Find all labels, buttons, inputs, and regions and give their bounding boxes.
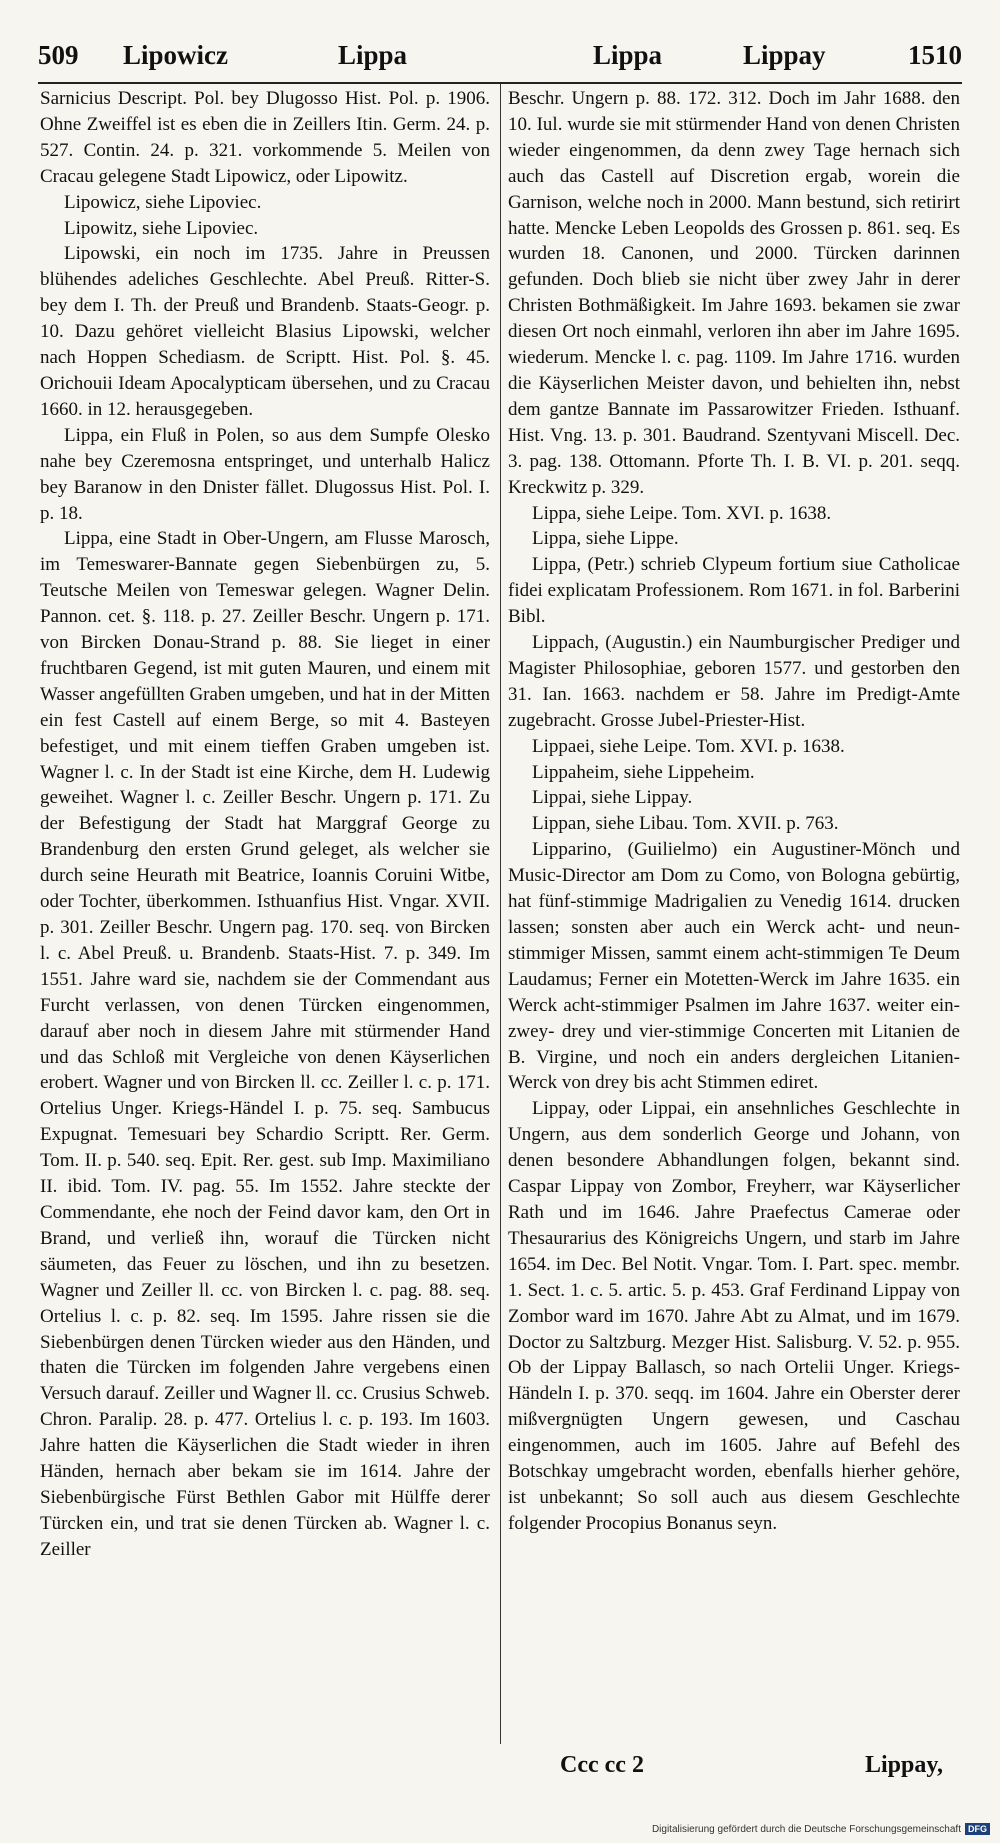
signature-mark: Ccc cc 2 bbox=[560, 1752, 644, 1778]
entry-paragraph: Lipowitz, siehe Lipoviec. bbox=[64, 217, 259, 239]
entry-paragraph: Lippan, siehe Libau. Tom. XVII. p. 763. bbox=[532, 813, 839, 835]
head-word-1: Lipowicz bbox=[123, 40, 228, 70]
entry-paragraph: Beschr. Ungern p. 88. 172. 312. Doch im Jahr 1688. den 10. Iul. wurde sie mit stürmender Hand von denen Christen wieder eingenommen, da denn zwey Tage hernach sich auch das Castell auf Discretion ergab, worein die Garnison, welche noch in 2000. Mann bestund, sich retirirt hatte. Mencke Leben Leopolds des Grossen p. 861. seq. Es wurden 18. Canonen, und 2000. Türcken darinnen gefunden. Doch blieb sie nicht über zwey Jahr in derer Christen Bothmäßigkeit. Im Jahre 1693. bekamen sie zwar diesen Ort noch einmahl, verloren ihn aber im Jahre 1695. wiederum. Mencke l. c. pag. 1109. Im Jahre 1716. wurden die Käyserlichen Meister davon, und behielten ihn, nebst dem gantze Bannate im Passarowitzer Frieden. Isthuanf. Hist. Vng. 13. p. 301. Baudrand. Szentyvani Miscell. Dec. 3. pag. 138. Ottomann. Pforte Th. I. B. VI. p. 201. seqq. Kreckwitz p. 329. bbox=[508, 88, 960, 498]
entry-paragraph: Lippa, siehe Leipe. Tom. XVI. p. 1638. bbox=[532, 502, 832, 524]
head-word-2: Lippa bbox=[338, 40, 408, 70]
digitization-credit bbox=[652, 1823, 990, 1835]
column-divider bbox=[500, 84, 501, 1744]
right-column bbox=[508, 86, 960, 1748]
credit-text: Digitalisierung gefördert durch die Deutsche Forschungsgemeinschaft bbox=[651, 1823, 961, 1835]
entry-paragraph: Sarnicius Descript. Pol. bey Dlugosso Hist. Pol. p. 1906. Ohne Zweiffel ist es eben die in Zeillers Itin. Germ. 24. p. 527. Contin. 24. p. 321. vorkommende 5. Meilen von Cracau gelegene Stadt Lipowicz, oder Lipowitz. bbox=[40, 88, 490, 187]
entry-paragraph: Lippa, ein Fluß in Polen, so aus dem Sumpfe Olesko nahe bey Czeremosna entspringet, und unterhalb Halicz bey Baranow in den Dnister fället. Dlugossus Hist. Pol. I. p. 18. bbox=[40, 424, 490, 524]
entry-paragraph: Lippay, oder Lippai, ein ansehnliches Geschlechte in Ungern, aus dem sonderlich George und Johann, von denen besondere Abhandlungen folgen, bekannt sind. Caspar Lippay von Zombor, Freyherr, war Käyserlicher Rath und im 1646. Jahre Praefectus Camerae oder Thesaurarius des Königreichs Ungern, und starb im Jahre 1654. im Dec. Bel Notit. Vngar. Tom. I. Part. spec. membr. 1. Sect. 1. c. 5. artic. 5. p. 453. Graf Ferdinand Lippay von Zombor ward im 1670. Jahre Abt zu Almat, und im 1679. Doctor zu Saltzburg. Mezger Hist. Salisburg. V. 52. p. 955. Ob der Lippay Ballasch, so nach Ortelii Unger. Kriegs-Händeln I. p. 370. seqq. im 1604. Jahre ein Oberster derer mißvergnügten Ungern gewesen, und Caschau eingenommen, auch im 1605. Jahre auf Befehl des Botschkay umgebracht worden, ebenfalls hierher gehöre, ist unbekannt; So soll auch aus diesem Geschlechte folgender Procopius Bonanus seyn. bbox=[508, 1098, 960, 1534]
head-word-4: Lippay bbox=[743, 40, 826, 70]
entry-paragraph: Lippach, (Augustin.) ein Naumburgischer Prediger und Magister Philosophiae, geboren 1577. und gestorben den 31. Ian. 1663. nachdem er 58. Jahre im Predigt-Amte zugebracht. Grosse Jubel-Priester-Hist. bbox=[508, 632, 960, 731]
head-word-3: Lippa bbox=[593, 40, 663, 70]
entry-paragraph: Lippa, eine Stadt in Ober-Ungern, am Flusse Marosch, im Temeswarer-Bannate gegen Siebenbürgen zu, 5. Teutsche Meilen von Temeswar gelegen. Wagner Delin. Pannon. cet. §. 118. p. 27. Zeiller Beschr. Ungern p. 171. von Bircken Donau-Strand p. 88. Sie lieget in einer fruchtbaren Gegend, ist mit guten Mauren, und einem mit Wasser angefüllten Graben umgeben, und hat in der Mitten ein fest Castell auf einem Berge, so mit 4. Basteyen befestiget, und mit einem tieffen Graben umgeben ist. Wagner l. c. In der Stadt ist eine Kirche, dem H. Ludewig geweihet. Wagner l. c. Zeiller Beschr. Ungern p. 171. Zu der Befestigung der Stadt hat Marggraf George zu Brandenburg den ersten Grund geleget, als welcher sie durch seine Heurath mit Beatrice, Ioannis Coruini Witbe, oder Tochter, überkommen. Isthuanfius Hist. Vngar. XVII. p. 301. Zeiller Beschr. Ungern pag. 170. seq. von Bircken l. c. Abel Preuß. u. Brandenb. Staats-Hist. 7. p. 349. Im 1551. Jahre ward sie, nachdem sie der Commendant aus Furcht verlassen, von denen Türcken eingenommen, darauf aber noch in diesem Jahre mit stürmender Hand und das Schloß mit Vergleiche von denen Käyserlichen erobert. Wagner und von Bircken ll. cc. Zeiller l. c. p. 171. Ortelius Unger. Kriegs-Händel I. p. 75. seq. Sambucus Expugnat. Temesuari bey Schardio Scriptt. Rer. Germ. Tom. II. p. 540. seq. Epit. Rer. gest. sub Imp. Maximiliano II. ibid. Tom. IV. pag. 55. Im 1552. Jahre steckte der Commendante, ehe noch der Feind davor kam, den Ort in Brand, und verließ ihn, worauf die Türcken nicht säumeten, das Feuer zu löschen, und ihn zu besetzen. Wagner und Zeiller ll. cc. von Bircken l. c. pag. 88. seq. Ortelius l. c. p. 82. seq. Im 1595. Jahre rissen sie die Siebenbürgen denen Türcken wieder aus den Händen, und thaten die Türcken im folgenden Jahre vergebens einen Versuch darauf. Zeiller und Wagner ll. cc. Crusius Schweb. Chron. Paralip. 28. p. 477. Ortelius l. c. p. 193. Im 1603. Jahre hatten die Käyserlichen die Stadt wieder in ihren Händen, hernach aber bekam sie im 1614. Jahre der Siebenbürgische Fürst Bethlen Gabor mit Hülffe derer Türcken ein, und trat sie denen Türcken ab. Wagner l. c. Zeiller bbox=[40, 528, 490, 1560]
entry-paragraph: Lipowicz, siehe Lipoviec. bbox=[64, 191, 262, 213]
entry-paragraph: Lippaei, siehe Leipe. Tom. XVI. p. 1638. bbox=[532, 735, 845, 757]
left-column bbox=[40, 86, 490, 1748]
entry-paragraph: Lippai, siehe Lippay. bbox=[532, 787, 693, 809]
catchword: Lippay, bbox=[865, 1752, 944, 1778]
entry-paragraph: Lippa, siehe Lippe. bbox=[532, 528, 679, 550]
running-head bbox=[38, 40, 962, 80]
page-number-left: 509 bbox=[38, 40, 79, 70]
entry-paragraph: Lipowski, ein noch im 1735. Jahre in Preussen blühendes adeliches Geschlechte. Abel Preuß. Ritter-S. bey dem I. Th. der Preuß und Brandenb. Staats-Geogr. p. 10. Dazu gehöret vielleicht Blasius Lipowski, welcher nach Hoppen Schediasm. de Scriptt. Hist. Pol. §. 45. Orichouii Ideam Apocalypticam übersehen, und zu Cracau 1660. in 12. herausgegeben. bbox=[40, 243, 490, 420]
entry-paragraph: Lipparino, (Guilielmo) ein Augustiner-Mönch und Music-Director am Dom zu Como, von Bologna gebürtig, hat fünf-stimmige Madrigalien zu Venedig 1614. drucken lassen; sonsten aber auch ein Werck acht- und neun-stimmiger Missen, sammt einem acht-stimmigen Te Deum Laudamus; Ferner ein Motetten-Werck im Jahre 1635. ein Werck acht-stimmiger Psalmen im Jahre 1637. weiter ein- zwey- drey und vier-stimmige Concerten mit Litanien de B. Virgine, und noch ein anders dergleichen Litanien-Werck von drey bis acht Stimmen ediret. bbox=[508, 839, 960, 1094]
page-number-right: 1510 bbox=[908, 40, 962, 70]
entry-paragraph: Lippa, (Petr.) schrieb Clypeum fortium siue Catholicae fidei explicatam Professionem. Rom 1671. in fol. Barberini Bibl. bbox=[508, 554, 960, 628]
entry-paragraph: Lippaheim, siehe Lippeheim. bbox=[532, 761, 755, 783]
dfg-logo-icon: DFG bbox=[965, 1823, 990, 1835]
